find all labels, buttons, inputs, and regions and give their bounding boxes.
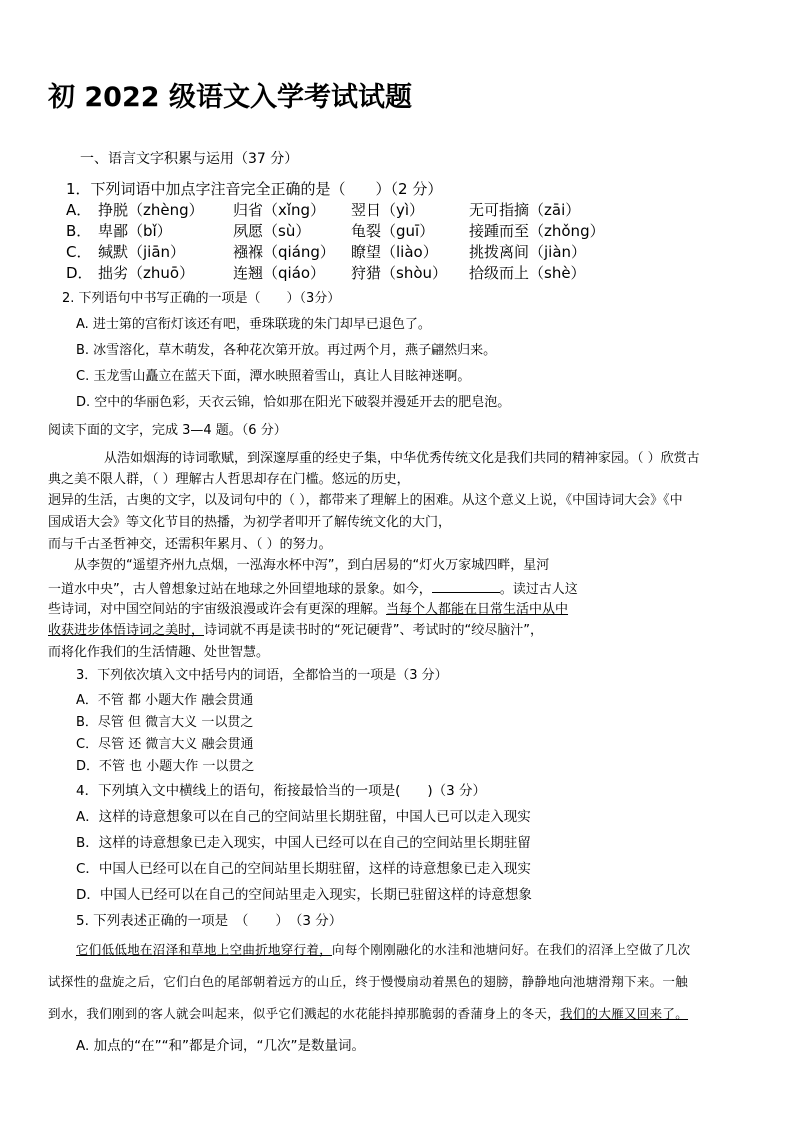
q5-option-a: A. 加点的“在”“和”都是介词，“几次”是数量词。	[76, 1038, 366, 1054]
reading-instructions: 阅读下面的文字，完成 3—4 题。（6 分）	[48, 423, 287, 438]
q1-stem: 1．下列词语中加点字注音完全正确的是（ ）（2 分）	[66, 180, 443, 198]
option-word: 接踵而至（zhǒng）	[469, 222, 605, 240]
q1-option-a	[66, 200, 580, 220]
underlined-sentence: 我们的大雁又回来了。	[560, 1006, 689, 1021]
option-word: 拙劣（zhuō）	[98, 264, 195, 282]
underlined-sentence: 当每个人都能在日常生活中从中	[386, 602, 569, 617]
q4-option-c: C．中国人已经可以在自己的空间站里长期驻留，这样的诗意想象已走入现实	[76, 861, 531, 877]
q5-stem: 5. 下列表述正确的一项是 （ ） （3 分）	[76, 913, 343, 929]
q5-passage-line: 试探性的盘旋之后，它们白色的尾部朝着远方的山丘，终于慢慢扇动着黑色的翅膀，静静地向池塘滑翔下来。一触	[48, 974, 689, 989]
option-word: 无可指摘（zāi）	[469, 201, 581, 219]
q1-option-c	[66, 242, 586, 262]
passage-text: 一道水中央”，古人曾想象过站在地球之外回望地球的景象。如今，	[48, 582, 432, 597]
passage-line	[48, 601, 568, 619]
page-title: 初 2022 级语文入学考试试题	[48, 82, 412, 113]
passage-line	[48, 622, 543, 640]
q4-option-a: A．这样的诗意想象可以在自己的空间站里长期驻留，中国人已可以走入现实	[76, 809, 531, 825]
q5-passage-line	[76, 941, 690, 959]
option-word: 连翘（qiáo）	[233, 264, 326, 282]
option-letter: C．	[66, 243, 92, 261]
passage-line	[48, 579, 578, 599]
option-letter: B．	[66, 222, 92, 240]
q3-option-c: C．尽管 还 微言大义 融会贯通	[76, 737, 254, 752]
underlined-sentence: 收获进步体悟诗词之美时，	[48, 623, 205, 638]
underlined-sentence: 它们低低地在沼泽和草地上空曲折地穿行着，	[76, 942, 333, 957]
q3-option-d: D．不管 也 小题大作 一以贯之	[76, 759, 255, 774]
q3-option-a: A．不管 都 小题大作 融会贯通	[76, 693, 254, 708]
passage-text: 诗词就不再是读书时的“死记硬背”、考试时的“绞尽脑汁”，	[204, 623, 543, 638]
option-word: 狩猎（shòu）	[351, 264, 448, 282]
option-word: 瞭望（liào）	[351, 243, 438, 261]
q4-option-d: D．中国人已经可以在自己的空间站里走入现实，长期已驻留这样的诗意想象	[76, 887, 532, 903]
q1-option-b	[66, 221, 605, 241]
q2-option-a: A. 进士第的宫衔灯该还有吧，垂珠联珑的朱门却早已退色了。	[76, 317, 431, 332]
q2-option-c: C. 玉龙雪山矗立在蓝天下面，潭水映照着雪山，真让人目眩神迷啊。	[76, 369, 471, 384]
option-word: 归省（xǐng）	[233, 201, 326, 219]
passage-line: 而与千古圣哲神交，还需积年累月、（ ）的努力。	[48, 537, 332, 552]
option-word: 卑鄙（bǐ）	[98, 222, 172, 240]
passage-line: 从浩如烟海的诗词歌赋，到深邃厚重的经史子集，中华优秀传统文化是我们共同的精神家园。（ ）欣赏古	[104, 451, 700, 466]
passage-text: 些诗词，对中国空间站的宇宙级浪漫或许会有更深的理解。	[48, 602, 387, 617]
q1-option-d	[66, 263, 586, 283]
option-letter: D．	[66, 264, 93, 282]
passage-line: 而将化作我们的生活情趣、处世智慧。	[48, 645, 270, 660]
fill-in-blank	[432, 579, 500, 593]
option-word: 缄默（jiān）	[98, 243, 186, 261]
passage-line: 从李贺的“遥望齐州九点烟，一泓海水杯中泻”，到白居易的“灯火万家城四畔，星河	[74, 558, 550, 573]
option-word: 翌日（yì）	[351, 201, 425, 219]
q2-option-d: D. 空中的华丽色彩，天衣云锦，恰如那在阳光下破裂并漫延开去的肥皂泡。	[76, 395, 511, 410]
option-letter: A．	[66, 201, 92, 219]
q4-stem: 4．下列填入文中横线上的语句，衔接最恰当的一项是( )（3 分）	[76, 783, 487, 799]
section-heading: 一、语言文字积累与运用（37 分）	[80, 151, 299, 167]
option-word: 夙愿（sù）	[233, 222, 311, 240]
passage-line: 典之美不限人群，（ ）理解古人哲思却存在门槛。悠远的历史，	[48, 472, 410, 487]
option-word: 拾级而上（shè）	[469, 264, 586, 282]
passage-text: 。读过古人这	[499, 582, 578, 597]
option-word: 龟裂（guī）	[351, 222, 435, 240]
q5-passage-line	[48, 1005, 688, 1023]
q2-stem: 2. 下列语句中书写正确的一项是（ ）（3分）	[62, 291, 341, 306]
passage-text: 向每个刚刚融化的水洼和池塘问好。在我们的沼泽上空做了几次	[332, 942, 691, 957]
option-word: 襁褓（qiáng）	[233, 243, 335, 261]
option-word: 挑拨离间（jiàn）	[469, 243, 587, 261]
q2-option-b: B. 冰雪溶化，草木萌发，各种花次第开放。再过两个月，燕子翩然归来。	[76, 343, 497, 358]
q4-option-b: B．这样的诗意想象已走入现实，中国人已经可以在自己的空间站里长期驻留	[76, 835, 531, 851]
q3-option-b: B．尽管 但 微言大义 一以贯之	[76, 715, 254, 730]
option-word: 挣脱（zhèng）	[98, 201, 204, 219]
passage-line: 国成语大会》等文化节目的热播，为初学者叩开了解传统文化的大门，	[48, 515, 452, 530]
q3-stem: 3．下列依次填入文中括号内的词语，全都恰当的一项是（3 分）	[76, 668, 448, 683]
passage-text: 到水，我们刚到的客人就会叫起来，似乎它们溅起的水花能抖掉那脆弱的香蒲身上的冬天，	[48, 1006, 561, 1021]
passage-line: 迥异的生活，古奥的文字，以及词句中的（ ），都带来了理解上的困难。从这个意义上说，《中国诗词大会》《中	[48, 493, 683, 508]
